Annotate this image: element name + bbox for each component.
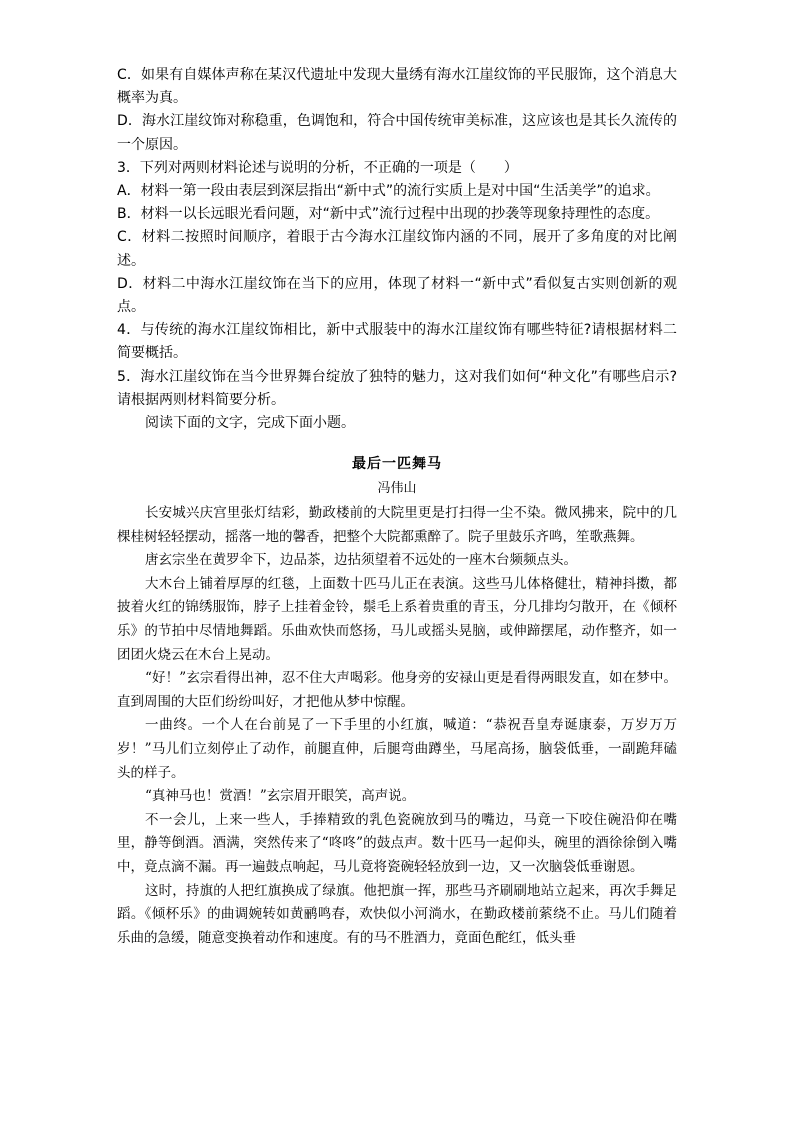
story-paragraph: “真神马也！赏酒！”玄宗眉开眼笑，高声说。 <box>145 788 416 805</box>
story-paragraph: 不一会儿，上来一些人，手捧精致的乳色瓷碗放到马的嘴边，马竟一下咬住碗沿仰在嘴里，静等倒酒。酒满，突然传来了“咚咚”的鼓点声。数十匹马一起仰头，碗里的酒徐徐倒入嘴中，竟点滴不漏。再一遍鼓点响起，马儿竟将瓷碗轻轻放到一边，又一次脑袋低垂谢恩。 <box>117 811 677 875</box>
story-paragraph: 唐玄宗坐在黄罗伞下，边品茶，边拈须望着不远处的一座木台频频点头。 <box>145 552 577 569</box>
story-author: 冯伟山 <box>377 481 417 496</box>
q3-option-b: B．材料一以长远眼光看问题，对“新中式”流行过程中出现的抄袭等现象持理性的态度。 <box>117 206 660 223</box>
story-paragraph: 大木台上铺着厚厚的红毯，上面数十匹马儿正在表演。这些马儿体格健壮，精神抖擞，都披着火红的锦绣服饰，脖子上挂着金铃，鬃毛上系着贵重的青玉，分几排均匀散开，在《倾杯乐》的节拍中尽情地舞蹈。乐曲欢快而悠扬，马儿或摇头晃脑，或伸蹄摆尾，动作整齐，如一团团火烧云在木台上晃动。 <box>117 575 677 663</box>
story-body <box>117 502 677 950</box>
question-3: 3．下列对两则材料论述与说明的分析，不正确的一项是（ ） <box>117 159 518 176</box>
question-5: 5．海水江崖纹饰在当今世界舞台绽放了独特的魅力，这对我们如何“种文化”有哪些启示?请根据两则材料简要分析。 <box>117 368 677 408</box>
reading-intro: 阅读下面的文字，完成下面小题。 <box>145 415 355 432</box>
story-paragraph: 长安城兴庆宫里张灯结彩，勤政楼前的大院里更是打扫得一尘不染。微风拂来，院中的几棵桂树轻轻摆动，摇落一地的馨香，把整个大院都熏醉了。院子里鼓乐齐鸣，笙歌燕舞。 <box>117 505 677 545</box>
q2-option-d: D．海水江崖纹饰对称稳重，色调饱和，符合中国传统审美标准，这应该也是其长久流传的一个原因。 <box>117 113 677 153</box>
story-title: 最后一匹舞马 <box>352 456 442 472</box>
question-4: 4．与传统的海水江崖纹饰相比，新中式服装中的海水江崖纹饰有哪些特征?请根据材料二简要概括。 <box>117 322 677 362</box>
q3-option-d: D．材料二中海水江崖纹饰在当下的应用，体现了材料一“新中式”看似复古实则创新的观点。 <box>117 275 677 316</box>
q3-option-a: A．材料一第一段由表层到深层指出“新中式”的流行实质上是对中国“生活美学”的追求。 <box>117 183 660 200</box>
story-paragraph: “好！”玄宗看得出神，忍不住大声喝彩。他身旁的安禄山更是看得两眼发直，如在梦中。直到周围的大臣们纷纷叫好，才把他从梦中惊醒。 <box>117 670 677 710</box>
story-paragraph: 一曲终。一个人在台前晃了一下手里的小红旗，喊道：“恭祝吾皇寿诞康泰，万岁万万岁！”马儿们立刻停止了动作，前腿直伸，后腿弯曲蹲坐，马尾高扬，脑袋低垂，一副跪拜磕头的样子。 <box>117 717 677 781</box>
story-paragraph: 这时，持旗的人把红旗换成了绿旗。他把旗一挥，那些马齐刷刷地站立起来，再次手舞足蹈。《倾杯乐》的曲调婉转如黄鹂鸣春，欢快似小河淌水，在勤政楼前萦绕不止。马儿们随着乐曲的急缓，随意变换着动作和速度。有的马不胜酒力，竟面色酡红，低头垂 <box>117 882 677 946</box>
q3-option-c: C．材料二按照时间顺序，着眼于古今海水江崖纹饰内涵的不同，展开了多角度的对比阐述。 <box>117 229 677 269</box>
question-section <box>117 64 677 435</box>
q2-option-c: C．如果有自媒体声称在某汉代遗址中发现大量绣有海水江崖纹饰的平民服饰，这个消息大概率为真。 <box>117 67 677 107</box>
